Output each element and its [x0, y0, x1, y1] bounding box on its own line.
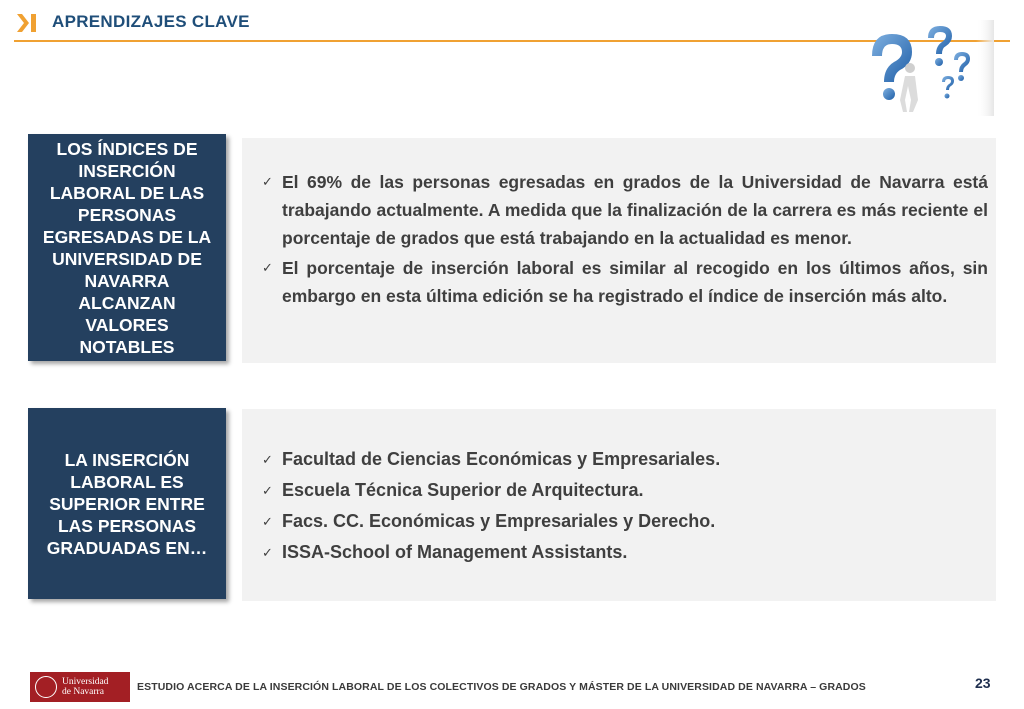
section-label-text: LOS ÍNDICES DE INSERCIÓN LABORAL DE LAS PERSONAS EGRESADAS DE LA UNIVERSIDAD DE NAVARRA ALCANZAN VALORES NOTABLES — [42, 138, 212, 357]
bullet-list — [256, 444, 988, 568]
checkmark-icon: ✓ — [262, 483, 273, 498]
list-item — [256, 444, 988, 475]
checkmark-icon: ✓ — [262, 174, 273, 189]
section-label-insertion-indices — [28, 134, 226, 361]
list-item — [256, 475, 988, 506]
section-content-insertion-indices — [242, 138, 996, 363]
list-item — [256, 168, 988, 252]
bullet-text: El porcentaje de inserción laboral es similar al recogido en los últimos años, sin embargo en esta última edición se ha registrado el índice de inserción más alto. — [282, 258, 988, 306]
section-label-higher-insertion — [28, 408, 226, 599]
page-number: 23 — [975, 675, 991, 691]
list-item — [256, 506, 988, 537]
checkmark-icon: ✓ — [262, 514, 273, 529]
section-content-higher-insertion — [242, 409, 996, 601]
university-logo-text: Universidad de Navarra — [62, 677, 109, 697]
university-logo — [30, 672, 130, 702]
question-figure-illustration — [858, 20, 994, 116]
list-item — [256, 537, 988, 568]
bullet-list — [256, 168, 988, 310]
bullet-text: Facs. CC. Económicas y Empresariales y Derecho. — [282, 511, 716, 531]
checkmark-icon: ✓ — [262, 452, 273, 467]
section-label-text: LA INSERCIÓN LABORAL ES SUPERIOR ENTRE LAS PERSONAS GRADUADAS EN… — [46, 449, 208, 558]
university-seal-icon — [35, 676, 57, 698]
chevron-bar-icon — [17, 12, 39, 34]
footer-study-title: ESTUDIO ACERCA DE LA INSERCIÓN LABORAL DE LOS COLECTIVOS DE GRADOS Y MÁSTER DE LA UNIVERSIDAD DE NAVARRA – GRADOS — [137, 681, 866, 693]
bullet-text: Escuela Técnica Superior de Arquitectura. — [282, 480, 644, 500]
checkmark-icon: ✓ — [262, 545, 273, 560]
page-title: APRENDIZAJES CLAVE — [52, 12, 250, 31]
list-item — [256, 254, 988, 310]
bullet-text: ISSA-School of Management Assistants. — [282, 542, 628, 562]
checkmark-icon: ✓ — [262, 260, 273, 275]
bullet-text: El 69% de las personas egresadas en grados de la Universidad de Navarra está trabajando actualmente. A medida que la finalización de la carrera es más reciente el porcentaje de grados que está trabajando en la actualidad es menor. — [282, 172, 988, 248]
bullet-text: Facultad de Ciencias Económicas y Empresariales. — [282, 449, 721, 469]
